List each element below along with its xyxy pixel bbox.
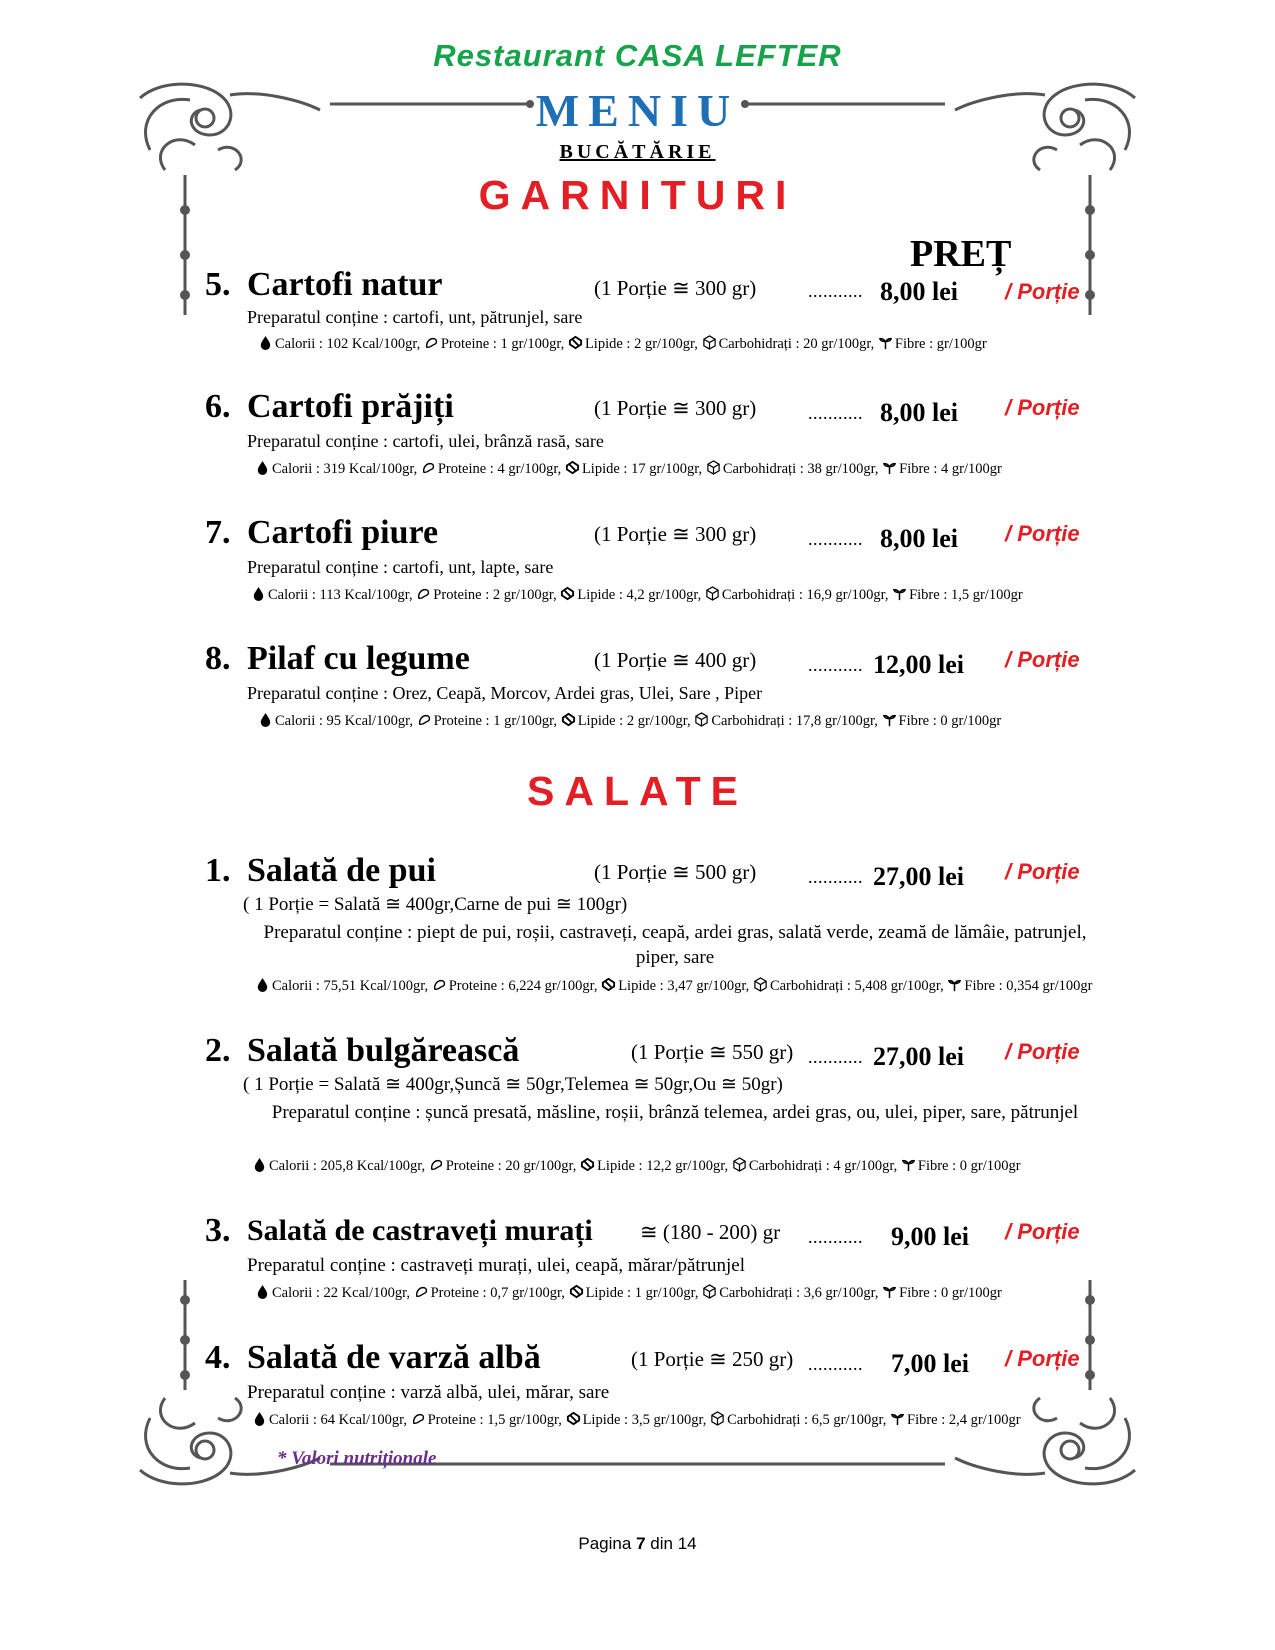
carbs-cube-icon	[710, 1411, 725, 1426]
lipids-label: Lipide	[584, 336, 623, 352]
item-portion: (1 Porție ≅ 300 gr)	[594, 396, 757, 420]
item-portion: (1 Porție ≅ 300 gr)	[594, 276, 757, 300]
page-footer	[0, 1534, 1275, 1554]
fiber-value: : 0 gr/100gr	[952, 1158, 1021, 1174]
item-dots: ...........	[808, 1047, 863, 1067]
lipids-icon	[568, 335, 583, 350]
carbs-value: : 20 gr/100gr,	[795, 336, 875, 352]
calories-value: : 319 Kcal/100gr,	[315, 461, 418, 477]
item-portion: (1 Porție ≅ 550 gr)	[631, 1040, 794, 1064]
proteins-value: : 1 gr/100gr,	[485, 713, 558, 729]
proteins-icon	[414, 1284, 429, 1299]
carbs-cube-icon	[732, 1157, 747, 1172]
proteins-icon	[424, 335, 439, 350]
fiber-label: Fibre	[909, 587, 940, 603]
carbs-cube-icon	[702, 335, 717, 350]
lipids-label: Lipide	[618, 978, 657, 994]
nutrition-row	[255, 1284, 1002, 1302]
lipids-label: Lipide	[581, 461, 620, 477]
proteins-value: : 6,224 gr/100gr,	[500, 978, 598, 994]
carbs-cube-icon	[706, 460, 721, 475]
lipids-label: Lipide	[577, 587, 616, 603]
fiber-value: : 4 gr/100gr	[933, 461, 1002, 477]
item-name: Salată de varză albă	[247, 1339, 541, 1376]
proteins-icon	[432, 977, 447, 992]
carbs-value: : 3,6 gr/100gr,	[796, 1285, 879, 1301]
item-portion: ≅ (180 - 200) gr	[640, 1220, 781, 1244]
item-description: Preparatul conține : varză albă, ulei, mărar, sare	[247, 1382, 610, 1403]
calories-drop-icon	[255, 977, 270, 992]
proteins-label: Proteine	[430, 1285, 479, 1301]
lipids-icon	[601, 977, 616, 992]
item-name: Pilaf cu legume	[247, 640, 470, 677]
item-price: 27,00 lei	[873, 1042, 964, 1071]
carbs-value: : 38 gr/100gr,	[799, 461, 879, 477]
carbs-label: Carbohidrați	[727, 1412, 801, 1428]
lipids-icon	[560, 586, 575, 601]
item-dots: ...........	[808, 655, 863, 675]
proteins-value: : 0,7 gr/100gr,	[482, 1285, 565, 1301]
fiber-plant-icon	[890, 1411, 905, 1426]
nutrition-row	[258, 335, 987, 353]
lipids-icon	[566, 1411, 581, 1426]
proteins-label: Proteine	[440, 336, 490, 352]
carbs-value: : 17,8 gr/100gr,	[788, 713, 878, 729]
calories-value: : 102 Kcal/100gr,	[318, 336, 421, 352]
lipids-value: : 2 gr/100gr,	[619, 713, 691, 729]
proteins-label: Proteine	[448, 978, 498, 994]
fiber-plant-icon	[878, 335, 893, 350]
item-name: Cartofi natur	[247, 266, 443, 303]
carbs-cube-icon	[694, 712, 709, 727]
per-portion-label: / Porție	[1005, 1039, 1080, 1064]
lipids-value: : 1 gr/100gr,	[627, 1285, 699, 1301]
item-name: Salată bulgărească	[247, 1032, 520, 1069]
footer-prefix: Pagina	[578, 1534, 632, 1553]
item-name: Salată de castraveți murați	[247, 1214, 593, 1247]
proteins-icon	[417, 712, 432, 727]
item-price: 8,00 lei	[880, 398, 958, 427]
proteins-label: Proteine	[427, 1412, 476, 1428]
carbs-label: Carbohidrați	[711, 713, 785, 729]
carbs-value: : 6,5 gr/100gr,	[803, 1412, 887, 1428]
item-name: Salată de pui	[247, 852, 436, 889]
calories-label: Calorii	[275, 336, 316, 352]
item-dots: ...........	[808, 1354, 863, 1374]
nutrition-row	[252, 1157, 1021, 1175]
proteins-label: Proteine	[433, 587, 482, 603]
calories-drop-icon	[252, 1411, 267, 1426]
footer-middle: din	[650, 1534, 673, 1553]
item-price: 8,00 lei	[880, 277, 958, 306]
carbs-label: Carbohidrați	[722, 461, 797, 477]
item-portion: (1 Porție ≅ 400 gr)	[594, 648, 757, 672]
lipids-label: Lipide	[585, 1285, 624, 1301]
item-number: 1.	[205, 852, 231, 889]
carbs-label: Carbohidrați	[718, 336, 792, 352]
proteins-label: Proteine	[433, 713, 482, 729]
item-composition: ( 1 Porție = Salată ≅ 400gr,Carne de pui ≅ 100gr)	[243, 894, 628, 915]
per-portion-label: / Porție	[1005, 647, 1080, 672]
lipids-value: : 3,47 gr/100gr,	[659, 978, 750, 994]
item-number: 2.	[205, 1032, 231, 1069]
calories-drop-icon	[258, 335, 273, 350]
item-portion: (1 Porție ≅ 500 gr)	[594, 860, 757, 884]
item-portion: (1 Porție ≅ 250 gr)	[631, 1347, 794, 1371]
proteins-value: : 1 gr/100gr,	[492, 336, 565, 352]
calories-value: : 64 Kcal/100gr,	[312, 1412, 407, 1428]
carbs-label: Carbohidrați	[719, 1285, 793, 1301]
calories-drop-icon	[255, 1284, 270, 1299]
calories-value: : 113 Kcal/100gr,	[311, 587, 413, 603]
item-dots: ...........	[808, 529, 863, 549]
fiber-plant-icon	[882, 712, 897, 727]
fiber-value: : 0,354 gr/100gr	[998, 978, 1093, 994]
carbs-cube-icon	[753, 977, 768, 992]
item-description: Preparatul conține : cartofi, unt, lapte, sare	[247, 557, 554, 577]
footer-total-pages: 14	[677, 1534, 697, 1553]
item-description: Preparatul conține : castraveți murați, ulei, ceapă, mărar/pătrunjel	[247, 1255, 745, 1276]
calories-drop-icon	[258, 712, 273, 727]
item-price: 8,00 lei	[880, 524, 958, 553]
item-portion: (1 Porție ≅ 300 gr)	[594, 522, 757, 546]
nutrition-row	[252, 1411, 1021, 1429]
item-number: 5.	[205, 266, 231, 303]
lipids-icon	[580, 1157, 595, 1172]
nutrition-row	[258, 712, 1001, 730]
per-portion-label: / Porție	[1005, 279, 1080, 304]
proteins-value: : 20 gr/100gr,	[497, 1158, 577, 1174]
proteins-label: Proteine	[437, 461, 487, 477]
fiber-label: Fibre	[917, 1158, 949, 1174]
calories-value: : 75,51 Kcal/100gr,	[315, 978, 429, 994]
item-price: 7,00 lei	[891, 1349, 969, 1378]
item-description: Preparatul conține : piept de pui, roșii, castraveți, ceapă, ardei gras, salată verde, zeamă de lămâie, patrunjel, piper, sare	[263, 922, 1087, 968]
proteins-icon	[416, 586, 431, 601]
lipids-icon	[569, 1284, 584, 1299]
carbs-cube-icon	[705, 586, 720, 601]
restaurant-name: Restaurant CASA LEFTER	[433, 38, 842, 73]
carbs-label: Carbohidrați	[748, 1158, 823, 1174]
fiber-value: : gr/100gr	[929, 336, 987, 352]
item-name: Cartofi prăjiți	[247, 388, 454, 425]
lipids-icon	[565, 460, 580, 475]
item-price: 27,00 lei	[873, 862, 964, 891]
item-description: Preparatul conține : șuncă presată, măsline, roșii, brânză telemea, ardei gras, ou, ulei, piper, sare, pătrunjel	[271, 1102, 1079, 1123]
calories-label: Calorii	[272, 461, 313, 477]
calories-label: Calorii	[268, 587, 309, 603]
lipids-label: Lipide	[597, 1158, 635, 1174]
carbs-label: Carbohidrați	[721, 587, 796, 603]
fiber-label: Fibre	[899, 461, 930, 477]
calories-label: Calorii	[269, 1412, 310, 1428]
proteins-label: Proteine	[445, 1158, 495, 1174]
proteins-value: : 4 gr/100gr,	[489, 461, 562, 477]
fiber-value: : 2,4 gr/100gr	[941, 1412, 1021, 1428]
item-price: 9,00 lei	[891, 1222, 969, 1251]
per-portion-label: / Porție	[1005, 859, 1080, 884]
item-number: 8.	[205, 640, 231, 677]
menu-title: MENIU	[535, 85, 740, 136]
item-number: 7.	[205, 514, 231, 551]
carbs-label: Carbohidrați	[769, 978, 844, 994]
calories-label: Calorii	[269, 1158, 310, 1174]
item-number: 6.	[205, 388, 231, 425]
proteins-value: : 1,5 gr/100gr,	[479, 1412, 562, 1428]
fiber-value: : 0 gr/100gr	[933, 1285, 1002, 1301]
carbs-cube-icon	[702, 1284, 717, 1299]
per-portion-label: / Porție	[1005, 395, 1080, 420]
calories-label: Calorii	[272, 978, 313, 994]
calories-value: : 22 Kcal/100gr,	[315, 1285, 410, 1301]
calories-value: : 205,8 Kcal/100gr,	[312, 1158, 426, 1174]
per-portion-label: / Porție	[1005, 1346, 1080, 1371]
carbs-value: : 16,9 gr/100gr,	[798, 587, 889, 603]
per-portion-label: / Porție	[1005, 521, 1080, 546]
nutrition-row	[255, 977, 1092, 995]
nutrition-note: * Valori nutriționale	[277, 1448, 437, 1469]
nutrition-row	[251, 586, 1023, 604]
item-number: 4.	[205, 1339, 231, 1376]
fiber-plant-icon	[892, 586, 907, 601]
item-dots: ...........	[808, 281, 863, 301]
carbs-value: : 5,408 gr/100gr,	[846, 978, 944, 994]
lipids-label: Lipide	[577, 713, 616, 729]
item-price: 12,00 lei	[873, 650, 964, 679]
proteins-value: : 2 gr/100gr,	[485, 587, 557, 603]
item-description: Preparatul conține : cartofi, ulei, brânză rasă, sare	[247, 431, 604, 451]
item-dots: ...........	[808, 403, 863, 423]
per-portion-label: / Porție	[1005, 1219, 1080, 1244]
fiber-plant-icon	[947, 977, 962, 992]
proteins-icon	[411, 1411, 426, 1426]
menu-subtitle	[0, 141, 1275, 164]
calories-drop-icon	[252, 1157, 267, 1172]
calories-drop-icon	[255, 460, 270, 475]
fiber-plant-icon	[901, 1157, 916, 1172]
lipids-value: : 17 gr/100gr,	[623, 461, 703, 477]
item-composition: ( 1 Porție = Salată ≅ 400gr,Șuncă ≅ 50gr,Telemea ≅ 50gr,Ou ≅ 50gr)	[243, 1074, 783, 1095]
fiber-label: Fibre	[907, 1412, 938, 1428]
fiber-value: : 1,5 gr/100gr	[943, 587, 1023, 603]
lipids-value: : 12,2 gr/100gr,	[638, 1158, 729, 1174]
fiber-label: Fibre	[899, 1285, 930, 1301]
fiber-plant-icon	[882, 460, 897, 475]
footer-page-number: 7	[636, 1534, 646, 1553]
item-dots: ...........	[808, 1227, 863, 1247]
lipids-value: : 2 gr/100gr,	[626, 336, 698, 352]
calories-drop-icon	[251, 586, 266, 601]
item-dots: ...........	[808, 867, 863, 887]
carbs-value: : 4 gr/100gr,	[825, 1158, 898, 1174]
fiber-label: Fibre	[894, 336, 926, 352]
fiber-value: : 0 gr/100gr	[932, 713, 1002, 729]
lipids-value: : 3,5 gr/100gr,	[624, 1412, 707, 1428]
calories-value: : 95 Kcal/100gr,	[318, 713, 413, 729]
lipids-label: Lipide	[582, 1412, 621, 1428]
item-description: Preparatul conține : Orez, Ceapă, Morcov, Ardei gras, Ulei, Sare , Piper	[247, 683, 763, 703]
price-column-header: PREȚ	[910, 233, 1012, 275]
item-description: Preparatul conține : cartofi, unt, pătrunjel, sare	[247, 307, 583, 327]
item-number: 3.	[205, 1212, 231, 1249]
proteins-icon	[421, 460, 436, 475]
calories-label: Calorii	[272, 1285, 313, 1301]
proteins-icon	[429, 1157, 444, 1172]
fiber-label: Fibre	[964, 978, 995, 994]
fiber-label: Fibre	[898, 713, 930, 729]
section-title-salate: SALATE	[527, 768, 748, 814]
fiber-plant-icon	[882, 1284, 897, 1299]
calories-label: Calorii	[275, 713, 316, 729]
subtitle-text: BUCĂTĂRIE	[559, 141, 716, 163]
item-name: Cartofi piure	[247, 514, 439, 551]
section-title-garnituri: GARNITURI	[478, 172, 797, 218]
lipids-icon	[561, 712, 576, 727]
nutrition-row	[255, 460, 1002, 478]
lipids-value: : 4,2 gr/100gr,	[618, 587, 702, 603]
